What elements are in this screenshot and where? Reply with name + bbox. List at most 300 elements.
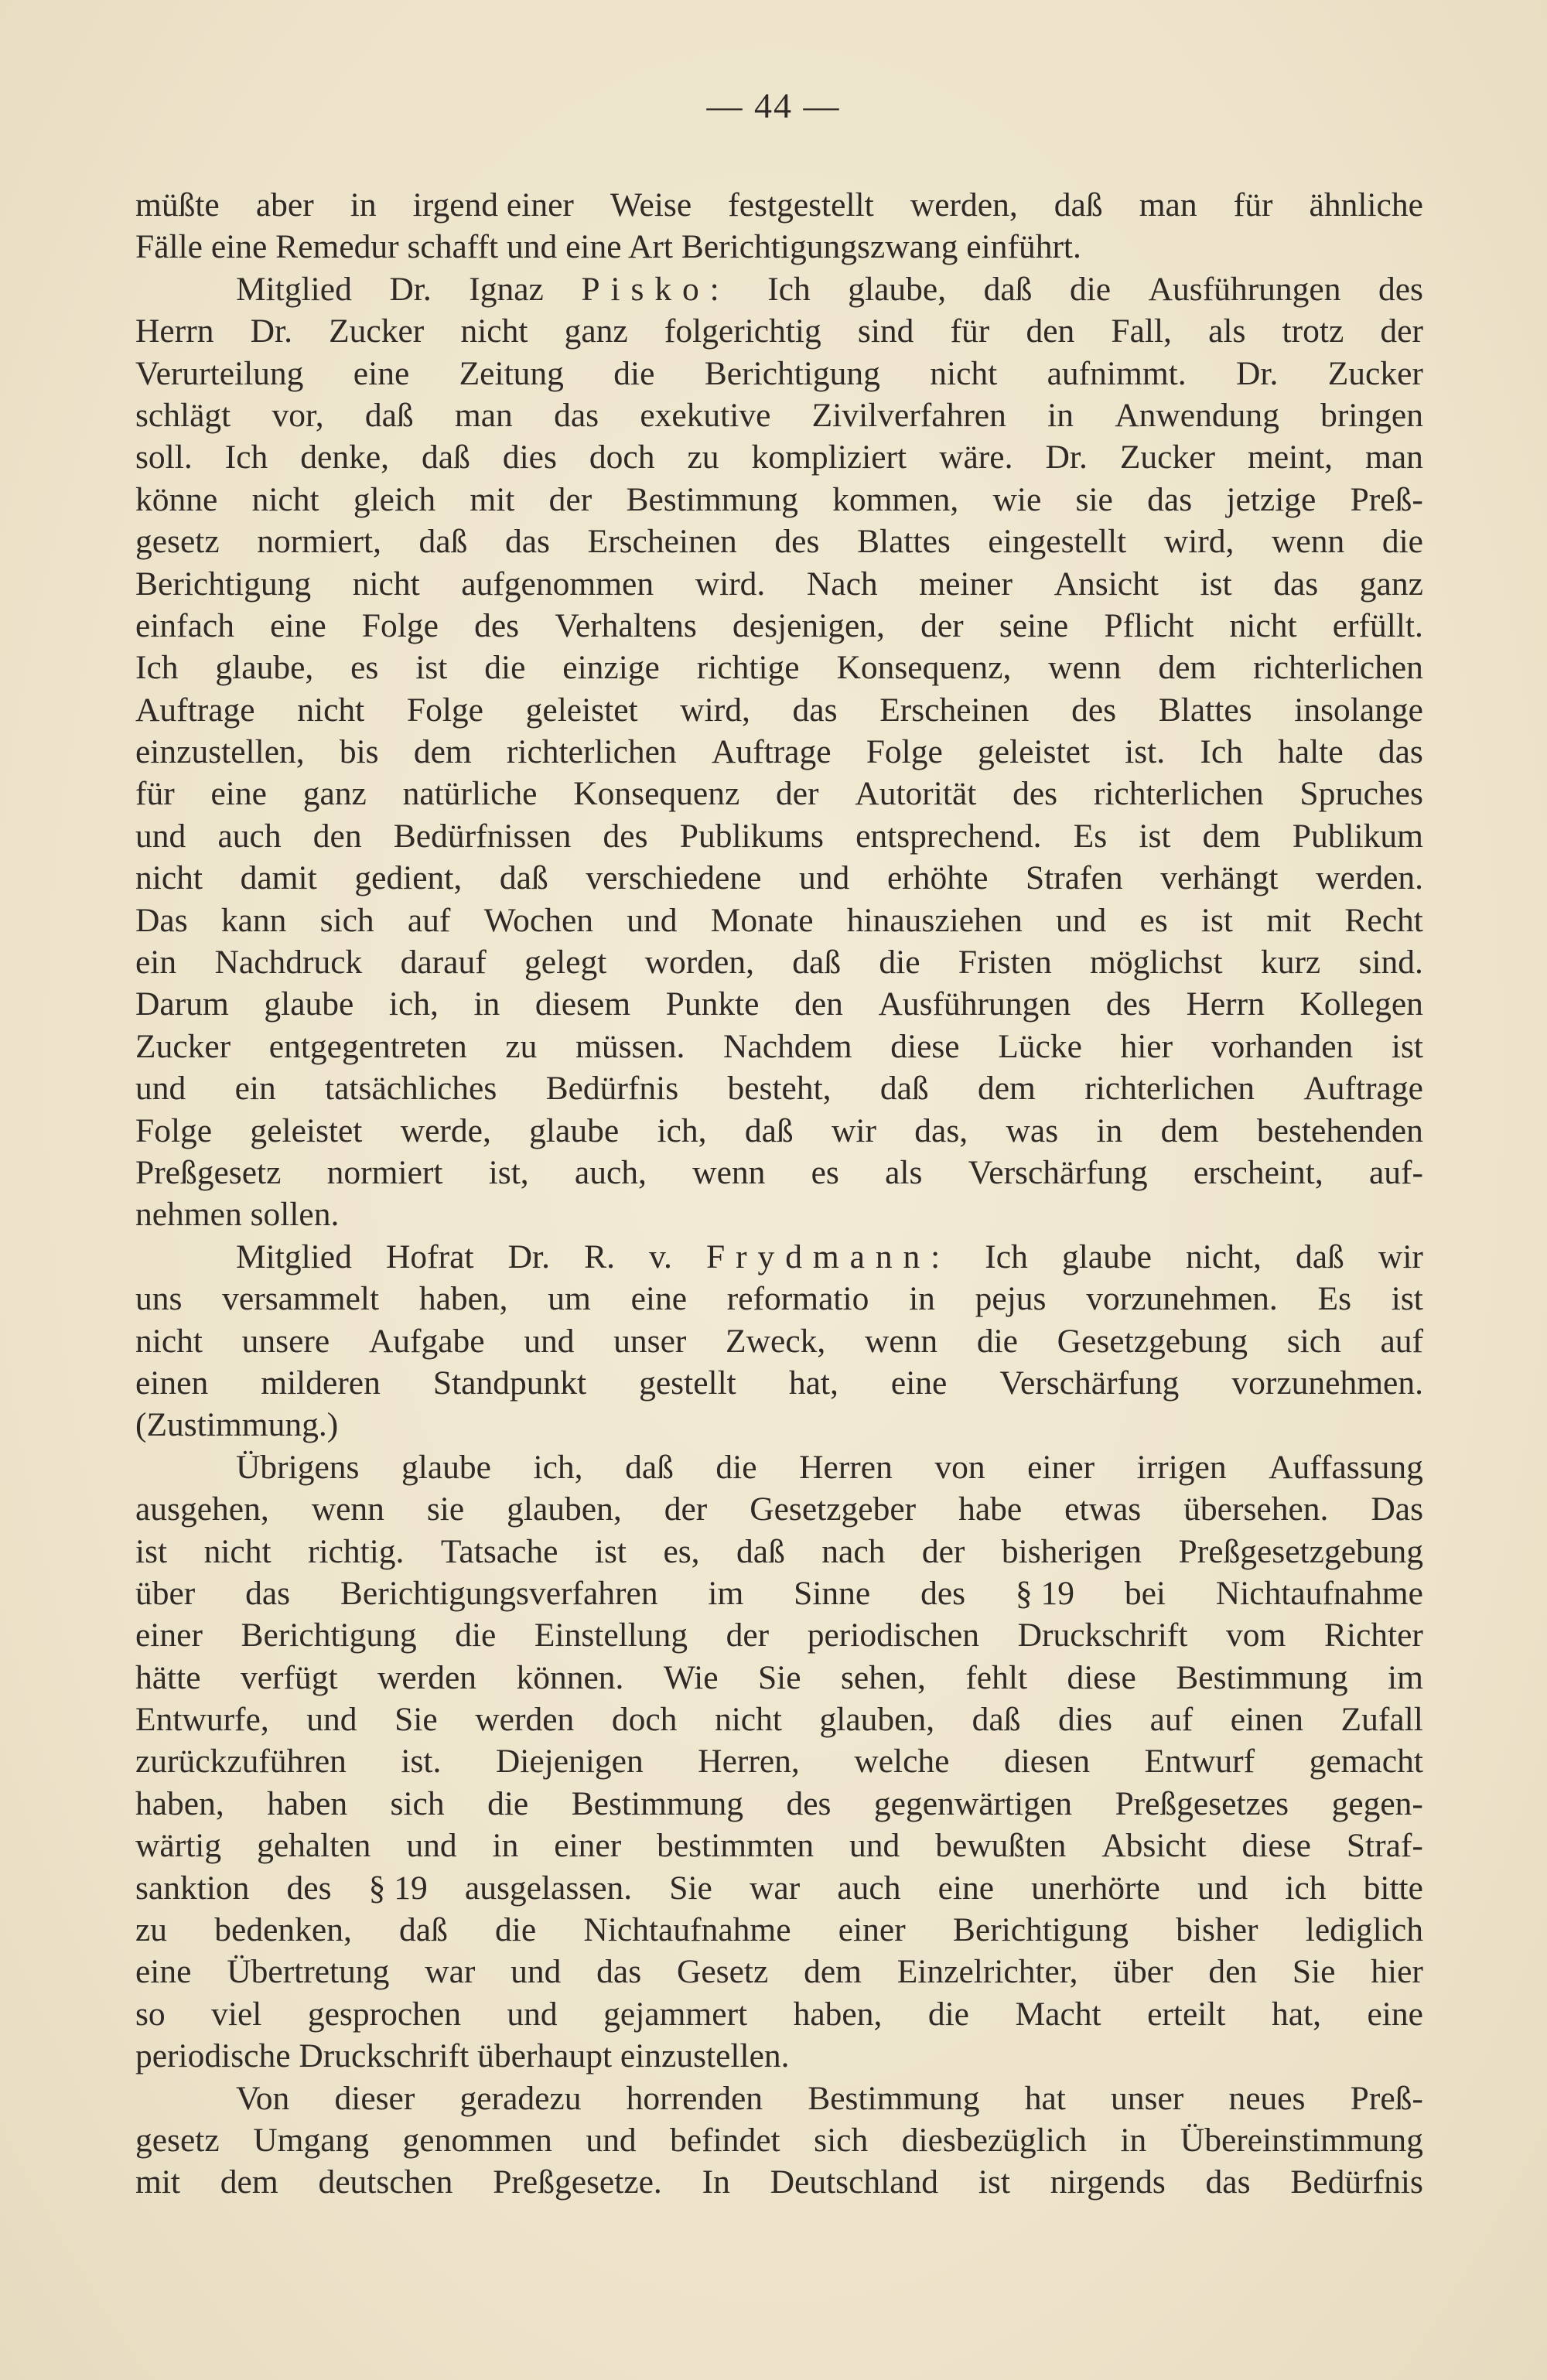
word: Gesetzgeber: [750, 1490, 917, 1528]
word: eine: [210, 775, 267, 813]
word: ist: [1200, 565, 1232, 603]
text-line: [135, 983, 1423, 1025]
word: Ich: [224, 439, 268, 476]
word: Blattes: [1158, 691, 1252, 729]
text-line: [135, 353, 1423, 394]
word: ist.: [1125, 733, 1166, 771]
word: bisherigen: [1001, 1532, 1142, 1570]
word: in: [1096, 1111, 1123, 1149]
word: Konsequenz: [573, 775, 740, 813]
word: Dr.: [250, 312, 292, 350]
word: des: [603, 817, 648, 855]
word: bestehenden: [1256, 1111, 1423, 1149]
word: genommen: [402, 2121, 552, 2159]
text-line: [135, 521, 1423, 562]
word: in: [473, 985, 500, 1023]
word: einer: [838, 1911, 906, 1949]
word: befindet: [670, 2121, 780, 2159]
word: sich: [319, 901, 374, 939]
word: Nachdem: [722, 1027, 852, 1065]
word: lediglich: [1305, 1911, 1423, 1949]
word: Ausführungen: [878, 985, 1071, 1023]
text-line: [135, 1909, 1423, 1951]
word: und: [524, 1322, 575, 1360]
word: Wochen: [483, 901, 594, 939]
word: glaube: [401, 1448, 491, 1486]
word: in: [492, 1827, 519, 1865]
word: als: [885, 1153, 923, 1191]
word: gesetz: [135, 523, 220, 561]
word: hätte: [135, 1658, 201, 1696]
word: nicht: [714, 1701, 782, 1739]
word: Auftrage: [1303, 1070, 1423, 1108]
word: Übrigens: [236, 1448, 360, 1486]
word: und: [627, 901, 678, 939]
word: werden.: [1316, 859, 1423, 897]
word: Herren: [799, 1448, 893, 1486]
word: Dr.: [389, 270, 432, 308]
word: Erscheinen: [587, 523, 737, 561]
paragraph: [135, 1446, 1423, 2078]
text-line: [135, 1825, 1423, 1866]
word: Herren,: [698, 1743, 800, 1781]
word: ganz: [302, 775, 367, 813]
word: Pisko:: [581, 270, 730, 308]
word: ist: [1391, 1280, 1423, 1318]
word: erfüllt.: [1332, 606, 1423, 644]
word: Verurteilung: [135, 354, 304, 392]
word: gestellt: [639, 1364, 736, 1402]
word: in: [350, 186, 377, 224]
word: v.: [649, 1238, 672, 1275]
word: eine: [270, 606, 326, 644]
word: werde,: [400, 1111, 491, 1149]
word: haben,: [135, 1784, 224, 1822]
text-line: [135, 1193, 1423, 1235]
word: werden,: [910, 186, 1018, 224]
text-line: [135, 394, 1423, 436]
word: Bestimmung: [1176, 1658, 1348, 1696]
word: richterlichen: [1093, 775, 1264, 813]
word: gegen-: [1331, 1784, 1423, 1822]
word: bringen: [1320, 396, 1423, 434]
word: damit: [240, 859, 317, 897]
word: eine: [630, 1280, 688, 1318]
word: sind.: [1358, 944, 1423, 982]
word: unser: [613, 1322, 687, 1360]
word: geradezu: [459, 2079, 582, 2117]
word: eine: [937, 1869, 995, 1907]
word: Blattes: [856, 523, 951, 561]
word: periodischen: [807, 1617, 979, 1654]
word: zu: [687, 439, 719, 476]
word: Bedürfnis: [545, 1070, 679, 1108]
word: sie: [1075, 480, 1113, 518]
word: Preßgesetze.: [493, 2163, 662, 2201]
word: des: [920, 1574, 966, 1612]
text-line: [135, 1488, 1423, 1530]
word: Herrn: [1186, 985, 1265, 1023]
word: Punkte: [665, 985, 760, 1023]
word: doch: [589, 439, 655, 476]
word: Ignaz: [469, 270, 544, 308]
word: Macht: [1015, 1995, 1101, 2033]
word: diese: [1067, 1658, 1136, 1696]
word: bestimmten: [657, 1827, 814, 1865]
word: einen: [135, 1364, 209, 1402]
word: Dr.: [1236, 354, 1279, 392]
word: viel: [211, 1995, 262, 2033]
word: ein: [234, 1070, 276, 1108]
word: für: [135, 775, 175, 813]
text-line: [135, 1657, 1423, 1699]
word: vor,: [271, 396, 324, 434]
word: Berichtigung: [135, 565, 312, 603]
word: des: [1378, 270, 1423, 308]
word: wie: [992, 480, 1042, 518]
word: richterlichen: [1253, 649, 1423, 687]
word: wenn: [692, 1153, 766, 1191]
word: bitte: [1363, 1869, 1423, 1907]
word: ein: [135, 944, 177, 982]
word: Publikum: [1292, 817, 1423, 855]
word: vorzunehmen.: [1231, 1364, 1423, 1402]
word: müssen.: [575, 1027, 685, 1065]
text-line: [135, 900, 1423, 941]
word: Preß-: [1350, 2079, 1423, 2117]
word: Nichtaufnahme: [1215, 1574, 1423, 1612]
text-line: [135, 2161, 1423, 2203]
word: in: [1120, 2121, 1147, 2159]
word: wird.: [695, 565, 766, 603]
text-line: [135, 1404, 1423, 1446]
word: richtig.: [308, 1532, 405, 1570]
word: daß: [983, 270, 1033, 308]
word: die: [455, 1617, 497, 1654]
word: eine: [353, 354, 410, 392]
word: geleistet: [525, 691, 638, 729]
word: ist: [1200, 901, 1234, 939]
word: daß: [422, 439, 470, 476]
word: einer: [135, 1617, 203, 1654]
word: Anwendung: [1115, 396, 1279, 434]
word: dies: [1058, 1701, 1113, 1739]
word: Nachdruck: [214, 944, 363, 982]
word: Es: [1317, 1280, 1352, 1318]
word: und: [135, 817, 186, 855]
word: Entwurfe,: [135, 1701, 269, 1739]
word: ich,: [388, 985, 439, 1023]
word: daß: [399, 1911, 448, 1949]
word: wir: [1378, 1238, 1423, 1275]
word: und: [406, 1827, 457, 1865]
word: Bestimmung: [808, 2079, 980, 2117]
word: und: [849, 1827, 900, 1865]
word: daß: [972, 1701, 1021, 1739]
word: diesbezüglich: [901, 2121, 1087, 2159]
word: normiert,: [257, 523, 381, 561]
word: Berichtigung: [952, 1911, 1129, 1949]
word: geleistet: [250, 1111, 363, 1149]
text-line: [135, 731, 1423, 773]
word: richterlichen: [506, 733, 677, 771]
word: ich: [1285, 1869, 1327, 1907]
word: ist,: [488, 1153, 529, 1191]
word: den: [1208, 1953, 1258, 1991]
word: Zucker: [329, 312, 425, 350]
word: nicht,: [1186, 1238, 1262, 1275]
word: habe: [958, 1490, 1023, 1528]
word: Recht: [1344, 901, 1423, 939]
word: entgegentreten: [268, 1027, 467, 1065]
word: von: [934, 1448, 985, 1486]
word: Ich: [135, 649, 179, 687]
word: irgend einer: [412, 186, 574, 224]
word: Dr.: [507, 1238, 550, 1275]
word: horrenden: [626, 2079, 763, 2117]
word: neues: [1228, 2079, 1306, 2117]
word: des: [286, 1869, 332, 1907]
word: meint,: [1248, 439, 1333, 476]
word: das: [245, 1574, 291, 1612]
text-line: [135, 689, 1423, 731]
word: daß: [879, 1070, 929, 1108]
word: wird,: [680, 691, 750, 729]
word: der: [548, 480, 593, 518]
word: Sie: [394, 1701, 438, 1739]
word: R.: [584, 1238, 615, 1275]
word: nicht: [352, 565, 420, 603]
word: ist: [415, 649, 448, 687]
word: Das: [1371, 1490, 1423, 1528]
word: sich: [1286, 1322, 1341, 1360]
text-line: [135, 226, 1423, 268]
word: Monate: [710, 901, 814, 939]
word: Gesetzgebung: [1057, 1322, 1248, 1360]
text-line: [135, 184, 1423, 226]
word: hier: [1120, 1027, 1173, 1065]
word: ich,: [533, 1448, 583, 1486]
word: bewußten: [935, 1827, 1067, 1865]
word: der: [920, 606, 964, 644]
word: pejus: [975, 1280, 1047, 1318]
word: daß: [625, 1448, 674, 1486]
word: auch,: [574, 1153, 647, 1191]
word: auf: [1380, 1322, 1423, 1360]
word: dem: [978, 1070, 1036, 1108]
word: und: [1197, 1869, 1248, 1907]
word: über: [135, 1574, 196, 1612]
word: was: [1006, 1111, 1059, 1149]
word: müßte: [135, 186, 220, 224]
word: die: [487, 1784, 529, 1822]
text-line: [135, 436, 1423, 478]
word: soll.: [135, 439, 193, 476]
word: kommen,: [832, 480, 959, 518]
word: Diejenigen: [495, 1743, 644, 1781]
word: zu: [135, 1911, 168, 1949]
word: eingestellt: [988, 523, 1127, 561]
word: dem: [1158, 649, 1217, 687]
word: geleistet: [978, 733, 1090, 771]
word: daß: [499, 859, 548, 897]
word: nicht: [930, 354, 998, 392]
word: Zucker: [1327, 354, 1423, 392]
word: wenn: [864, 1322, 938, 1360]
word: in: [1047, 396, 1074, 434]
word: das: [792, 691, 838, 729]
word: Preßgesetz: [135, 1153, 282, 1191]
word: bedenken,: [214, 1911, 352, 1949]
word: zu: [505, 1027, 538, 1065]
word: zurückzuführen: [135, 1743, 347, 1781]
word: ist: [135, 1532, 168, 1570]
word: sich: [390, 1784, 445, 1822]
word: Ich: [1200, 733, 1243, 771]
word: die: [613, 354, 655, 392]
word: um: [548, 1280, 591, 1318]
word: und: [799, 859, 850, 897]
word: Straf-: [1346, 1827, 1423, 1865]
word: einer: [554, 1827, 622, 1865]
word: Druckschrift: [1017, 1617, 1188, 1654]
word: glaube: [1061, 1238, 1152, 1275]
word: hat: [1024, 2079, 1066, 2117]
text-line: [135, 1152, 1423, 1193]
word: Standpunkt: [432, 1364, 587, 1402]
word: periodische Druckschrift überhaupt einzustellen.: [135, 2037, 790, 2075]
word: einzige: [562, 649, 660, 687]
paragraph: [135, 268, 1423, 1236]
word: mit: [1266, 901, 1312, 939]
word: Weise: [610, 186, 692, 224]
word: des: [774, 523, 820, 561]
word: das,: [914, 1111, 968, 1149]
word: besteht,: [727, 1070, 832, 1108]
text-line: [135, 1614, 1423, 1656]
word: milderen: [261, 1364, 381, 1402]
word: Folge: [361, 606, 439, 644]
word: § 19: [368, 1869, 428, 1907]
text-line: [135, 2119, 1423, 2161]
word: aufgenommen: [461, 565, 654, 603]
word: natürliche: [402, 775, 538, 813]
word: doch: [611, 1701, 678, 1739]
word: unerhörte: [1031, 1869, 1160, 1907]
word: daß: [744, 1111, 794, 1149]
word: ganz: [564, 312, 628, 350]
word: gleich: [353, 480, 436, 518]
word: glaube,: [215, 649, 314, 687]
word: und: [135, 1070, 186, 1108]
word: auf: [407, 901, 451, 939]
word: erscheint,: [1193, 1153, 1323, 1191]
word: versammelt: [222, 1280, 380, 1318]
word: Von: [236, 2079, 290, 2117]
word: Fälle eine Remedur schafft und eine Art Berichtigungszwang einführt.: [135, 228, 1081, 266]
word: nirgends: [1050, 2163, 1166, 2201]
word: Herrn: [135, 312, 214, 350]
word: es: [811, 1153, 839, 1191]
word: Auftrage: [711, 733, 832, 771]
word: ist: [1139, 817, 1171, 855]
word: Erscheinen: [879, 691, 1030, 729]
word: den: [794, 985, 843, 1023]
word: unsere: [241, 1322, 330, 1360]
word: einfach: [135, 606, 234, 644]
word: vorhanden: [1211, 1027, 1354, 1065]
word: gemacht: [1309, 1743, 1423, 1781]
word: das: [1273, 565, 1319, 603]
word: der: [921, 1532, 965, 1570]
word: denke,: [300, 439, 390, 476]
text-line: [135, 605, 1423, 647]
word: auch: [837, 1869, 901, 1907]
word: schlägt: [135, 396, 231, 434]
word: gesprochen: [307, 1995, 461, 2033]
word: Übereinstimmung: [1180, 2121, 1423, 2159]
word: halte: [1278, 733, 1344, 771]
word: diesem: [534, 985, 631, 1023]
word: über: [1113, 1953, 1173, 1991]
word: die: [495, 1911, 537, 1949]
word: erhöhte: [886, 859, 989, 897]
word: die: [1069, 270, 1112, 308]
word: sind: [857, 312, 914, 350]
word: Autorität: [855, 775, 977, 813]
word: des: [1013, 775, 1058, 813]
text-line: [135, 563, 1423, 605]
text-line: [135, 310, 1423, 352]
word: dieser: [334, 2079, 415, 2117]
word: Das: [135, 901, 188, 939]
text-line: [135, 2078, 1423, 2119]
word: haben,: [793, 1995, 883, 2033]
word: und: [306, 1701, 357, 1739]
word: haben,: [418, 1280, 508, 1318]
word: kann: [220, 901, 287, 939]
text-line: [135, 1278, 1423, 1320]
word: hat,: [1272, 1995, 1322, 2033]
word: sie: [426, 1490, 465, 1528]
word: wärtig: [135, 1827, 222, 1865]
word: die: [715, 1448, 757, 1486]
word: Verhaltens: [555, 606, 697, 644]
word: Publikums: [679, 817, 824, 855]
word: man: [1364, 439, 1423, 476]
word: Bestimmung: [571, 1784, 744, 1822]
word: Ich: [985, 1238, 1028, 1275]
word: Einstellung: [534, 1617, 688, 1654]
word: § 19: [1015, 1574, 1074, 1612]
word: ich,: [657, 1111, 707, 1149]
word: glaube: [529, 1111, 620, 1149]
word: könne: [135, 480, 218, 518]
text-line: [135, 2035, 1423, 2077]
word: Absicht: [1101, 1827, 1207, 1865]
word: richtige: [696, 649, 800, 687]
word: die: [976, 1322, 1018, 1360]
word: Frydmann:: [706, 1238, 951, 1275]
word: die: [879, 944, 920, 982]
word: Berichtigungsverfahren: [340, 1574, 658, 1612]
word: Nichtaufnahme: [583, 1911, 791, 1949]
word: Sie: [669, 1869, 712, 1907]
word: Folge: [406, 691, 483, 729]
word: nicht: [1229, 606, 1297, 644]
word: einen: [1230, 1701, 1303, 1739]
word: der: [776, 775, 819, 813]
